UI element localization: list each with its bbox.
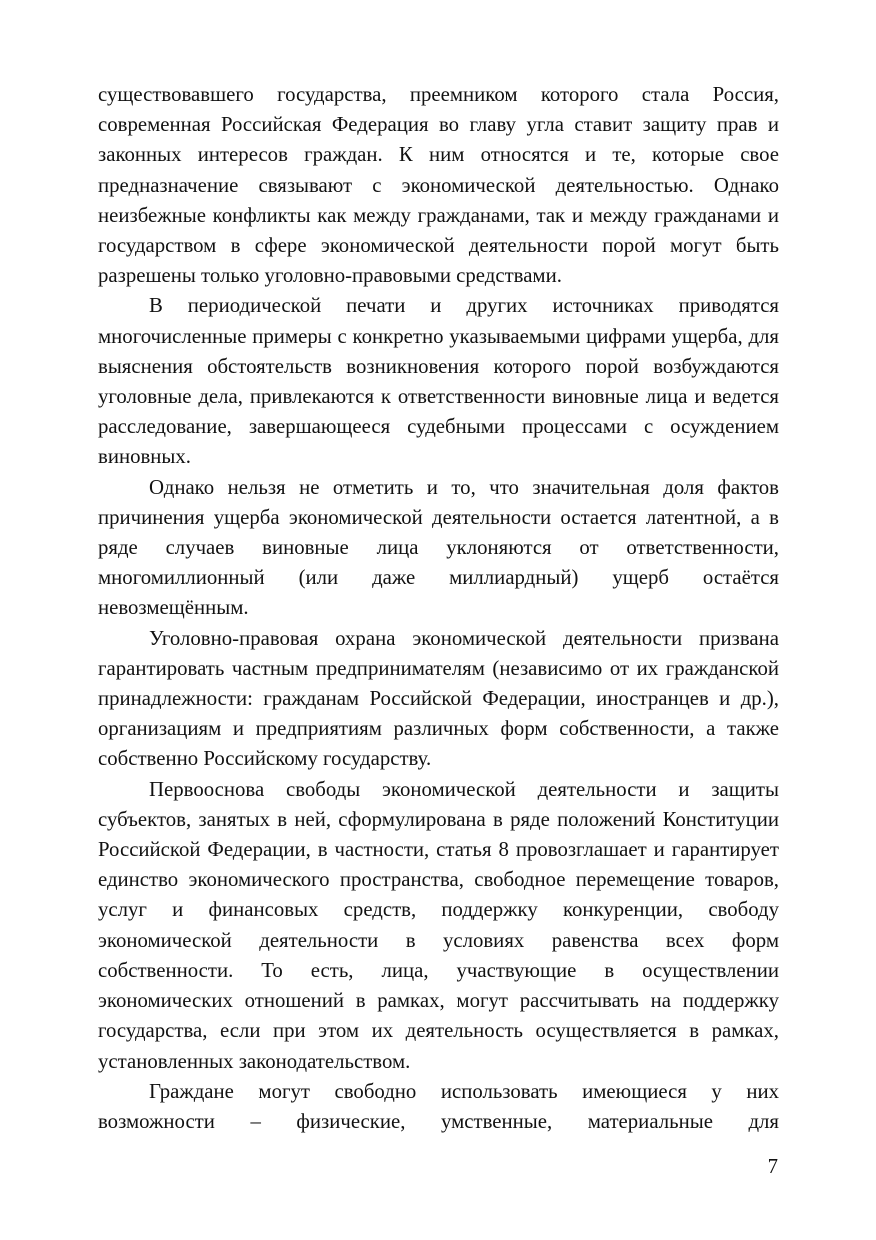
paragraph-6: Граждане могут свободно использовать имеющиеся у них возможности – физические, умственные, материальные для xyxy=(98,1079,779,1133)
paragraph-1: существовавшего государства, преемником которого стала Россия, современная Российская Федерация во главу угла ставит защиту прав и законных интересов граждан. К ним относятся и те, которые свое предназначение связывают с экономической деятельностью. Однако неизбежные конфликты как между гражданами, так и между гражданами и государством в сфере экономической деятельности порой могут быть разрешены только уголовно-правовыми средствами. xyxy=(98,83,779,288)
paragraph-3: Однако нельзя не отметить и то, что значительная доля фактов причинения ущерба экономической деятельности остается латентной, а в ряде случаев виновные лица уклоняются от ответственности, многомиллионный (или даже миллиардный) ущерб остаётся невозмещённым. xyxy=(98,475,779,620)
paragraph-4: Уголовно-правовая охрана экономической деятельности призвана гарантировать частным предпринимателям (независимо от их гражданской принадлежности: гражданам Российской Федерации, иностранцев и др.), организациям и предприятиям различных форм собственности, а также собственно Российскому государству. xyxy=(98,626,779,771)
body-text xyxy=(98,80,779,1137)
paragraph-5: Первооснова свободы экономической деятельности и защиты субъектов, занятых в ней, сформулирована в ряде положений Конституции Российской Федерации, в частности, статья 8 провозглашает и гарантирует единство экономического пространства, свободное перемещение товаров, услуг и финансовых средств, поддержку конкуренции, свободу экономической деятельности в условиях равенства всех форм собственности. То есть, лица, участвующие в осуществлении экономических отношений в рамках, могут рассчитывать на поддержку государства, если при этом их деятельность осуществляется в рамках, установленных законодательством. xyxy=(98,777,779,1073)
paragraph-2: В периодической печати и других источниках приводятся многочисленные примеры с конкретно указываемыми цифрами ущерба, для выяснения обстоятельств возникновения которого порой возбуждаются уголовные дела, привлекаются к ответственности виновные лица и ведется расследование, завершающееся судебными процессами с осуждением виновных. xyxy=(98,294,779,469)
page-number: 7 xyxy=(767,1155,778,1178)
